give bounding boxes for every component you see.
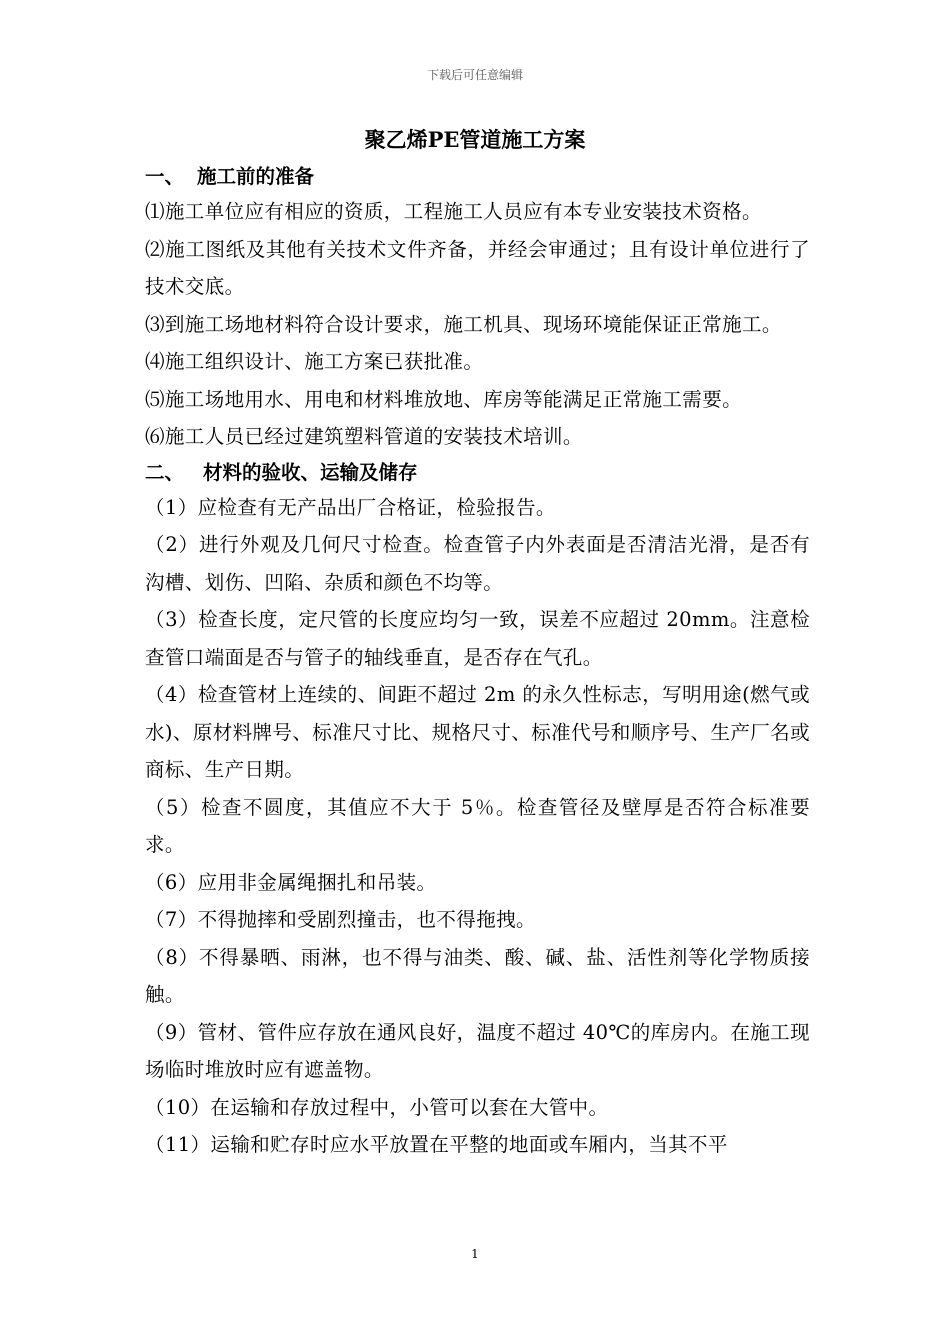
paragraph: ⑶到施工场地材料符合设计要求，施工机具、现场环境能保证正常施工。 (145, 312, 782, 336)
section-number: 二、 (145, 460, 185, 484)
paragraph: ⑸施工场地用水、用电和材料堆放地、库房等能满足正常施工需要。 (145, 387, 743, 411)
paragraph: （7）不得抛摔和受剧烈撞击，也不得拖拽。 (145, 908, 536, 931)
section-title: 材料的验收、运输及储存 (203, 460, 418, 484)
paragraph: （1）应检查有无产品出厂合格证，检验报告。 (145, 495, 556, 519)
paragraph: （6）应用非金属绳捆扎和吊装。 (145, 870, 437, 894)
paragraph: （8）不得暴晒、雨淋，也不得与油类、酸、碱、盐、活性剂等化学物质接触。 (145, 945, 810, 1006)
paragraph: （10）在运输和存放过程中，小管可以套在大管中。 (145, 1095, 609, 1119)
document-body (145, 160, 810, 1164)
paragraph: （3）检查长度，定尺管的长度应均匀一致，误差不应超过 20mm。注意检查管口端面是否与管子的轴线垂直，是否存在气孔。 (145, 608, 810, 669)
section-heading (145, 160, 810, 193)
paragraph: ⑵施工图纸及其他有关技术文件齐备，并经会审通过；且有设计单位进行了技术交底。 (145, 237, 810, 298)
document-title: 聚乙烯PE管道施工方案 (364, 127, 586, 152)
paragraph: ⑴施工单位应有相应的资质，工程施工人员应有本专业安装技术资格。 (145, 200, 762, 223)
paragraph: （9）管材、管件应存放在通风良好，温度不超过 40℃的库房内。在施工现场临时堆放时应有遮盖物。 (145, 1020, 810, 1081)
paragraph: （11）运输和贮存时应水平放置在平整的地面或车厢内，当其不平 (145, 1133, 728, 1156)
header-note: 下载后可任意编辑 (426, 68, 523, 82)
page-number: 1 (471, 1247, 479, 1261)
paragraph: ⑹施工人员已经过建筑塑料管道的安装技术培训。 (145, 425, 583, 448)
section-heading (145, 456, 810, 489)
paragraph: ⑷施工组织设计、施工方案已获批准。 (145, 350, 484, 373)
paragraph: （4）检查管材上连续的、间距不超过 2m 的永久性标志，写明用途(燃气或水)、原材料牌号、标准尺寸比、规格尺寸、标准代号和顺序号、生产厂名或商标、生产日期。 (145, 683, 810, 781)
section-number: 一、 (145, 165, 185, 188)
section-1 (145, 160, 810, 456)
paragraph: （2）进行外观及几何尺寸检查。检查管子内外表面是否清洁光滑，是否有沟槽、划伤、凹陷、杂质和颜色不均等。 (145, 533, 810, 594)
section-2 (145, 456, 810, 1164)
paragraph: （5）检查不圆度，其值应不大于 5％。检查管径及壁厚是否符合标准要求。 (145, 795, 810, 856)
section-title: 施工前的准备 (197, 165, 315, 188)
